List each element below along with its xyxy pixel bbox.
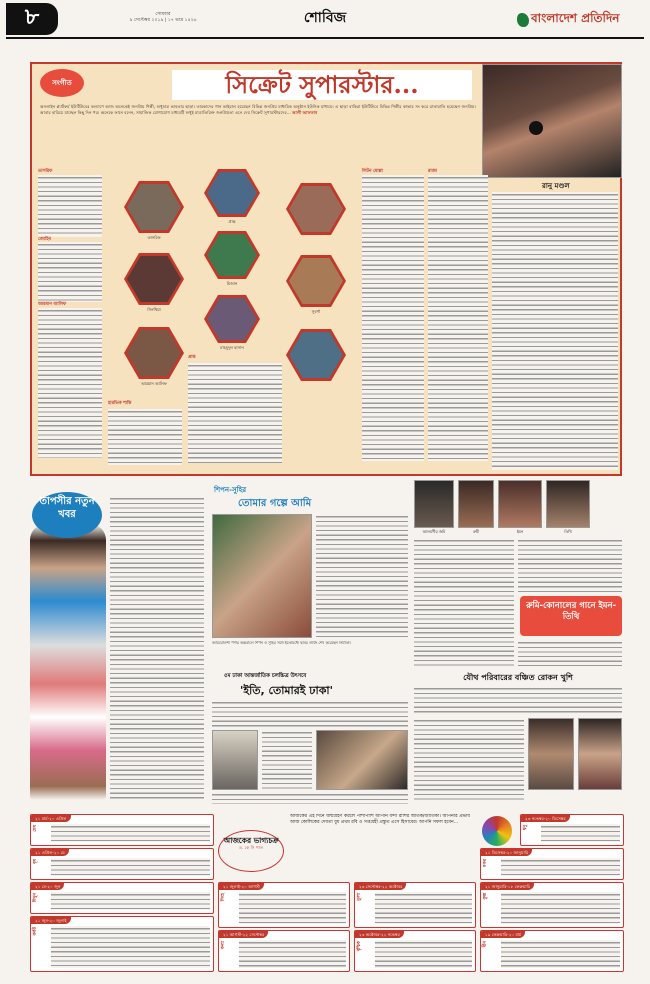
joint-photo-2 (578, 718, 622, 790)
lead-headline: সিক্রেট সুপারস্টার... (172, 70, 472, 100)
sidehead-d: প্রান্ত (188, 355, 196, 360)
singer-photo (127, 256, 181, 302)
rumi-photo-2 (458, 480, 494, 528)
lead-col-left (38, 169, 102, 474)
zodiac-card-kanya: ২১ আগস্ট-২২ সেপ্টেম্বর কন্যা (218, 930, 350, 972)
zodiac-card-meen: ১৯ ফেব্রুয়ারি-২০ মার্চ মীন (480, 930, 624, 972)
lead-photo-ranu (482, 64, 622, 178)
iti-poster (212, 730, 258, 790)
joint-photo-1 (528, 718, 574, 790)
hex-frame (286, 329, 346, 381)
singer-photo (127, 330, 181, 376)
joint-body-left (414, 718, 524, 802)
brand-name: বাংলাদেশ প্রতিদিন (531, 11, 620, 25)
hex-frame (204, 295, 260, 343)
zodiac-card-kumbha: ২১ জানুয়ারি-১৮ ফেব্রুয়ারি কুম্ভ (480, 882, 624, 928)
lead-story (30, 62, 622, 476)
name-arman: আরমান আলিফ (141, 381, 167, 386)
rumi-name-4: তিথি (564, 529, 572, 534)
brand-map-icon (517, 13, 529, 27)
rumi-photo-1 (414, 480, 454, 528)
brand-logo (515, 7, 645, 33)
iti-body-top (212, 700, 408, 728)
name-mizan: মিজান (226, 281, 238, 286)
header-date (108, 12, 218, 23)
horoscope-intro: আজকের এই দিনে জন্মগ্রহণ করলে পাশাপাশি আপনি বন্দা রাশির জাতক/জাতিকা। আপনার প্রভাব আজ কোলিকের দেবতা বুধ প্রথম রবি ও সপ্তগ্রহী প্রস্তুত এসে হিসাবের। আপনি সফল হবেন... (290, 814, 470, 825)
zodiac-card-mesh: ২১ মার্চ-২০ এপ্রিল মেষ (30, 814, 214, 846)
hex-frame (124, 253, 184, 305)
hex-body-text (188, 363, 282, 463)
hex-frame (286, 183, 346, 235)
section-title: শোবিজ (303, 10, 347, 26)
joint-story (412, 672, 624, 806)
lead-col-right (492, 192, 618, 470)
singer-photo (207, 234, 257, 276)
taapsee-photo (30, 524, 106, 800)
rumi-name-2: রুমী (472, 529, 480, 534)
name-tasrif: তাসরিফ (147, 235, 161, 240)
lead-col-raja (428, 169, 488, 469)
horoscope-author: ড. কে সি পাল (238, 845, 264, 851)
sidehead-c: আরমান আলিফ (38, 302, 67, 307)
hex-frame (286, 255, 346, 307)
singer-photo (289, 258, 343, 304)
rumi-body-left (414, 538, 514, 666)
lead-caption-ranu: রানু মণ্ডল (542, 182, 570, 190)
rumi-body-right (518, 538, 622, 594)
microphone-icon (529, 121, 543, 135)
name-pranto: প্রান্ত (228, 219, 236, 224)
name-sinha: সিনথিয়া (147, 307, 161, 312)
name-subarna: সুবর্ণা (311, 309, 321, 314)
iti-photo (316, 730, 408, 790)
shipon-story (210, 484, 408, 670)
iti-body-bottom (212, 792, 408, 804)
shipon-caption: ক্যামেরাবন্দী পর্দার অন্তরালে শিপন ও সুহির সঙ্গে ইতোমধ্যে ছবির শুটিং শেষ করেছেন নির্মাতা। (212, 641, 351, 645)
hex-body-text-2 (108, 409, 182, 465)
lead-tag: সংগীত (40, 69, 84, 97)
singer-photo (207, 298, 257, 340)
header-rule (6, 37, 644, 39)
horoscope (30, 814, 624, 974)
iti-kicker: ৫ম ঢাকা আন্তর্জাতিক চলচ্চিত্র উৎসবে (224, 673, 307, 679)
hex-cluster (104, 169, 364, 469)
hex-frame (204, 231, 260, 279)
singer-photo (127, 184, 181, 230)
zodiac-card-tula: ২৩ সেপ্টেম্বর-২২ অক্টোবর তুলা (354, 882, 476, 928)
shipon-body (316, 514, 408, 638)
zodiac-card-karkat: ২১ জুন-২০ জুলাই কর্কট (30, 916, 214, 972)
joint-body-top (414, 686, 622, 716)
zodiac-card-singha: ২১ জুলাই-২০ আগস্ট সিংহ (218, 882, 350, 928)
page-number: ৮ (6, 3, 58, 35)
shipon-headline: তোমার গল্পে আমি (238, 498, 312, 509)
iti-headline: 'ইতি, তোমারই ঢাকা' (240, 684, 333, 697)
rumi-body-right-2 (518, 640, 622, 666)
zodiac-card-makar: ২১ ডিসেম্বর-২০ জানুয়ারি মকর (480, 848, 624, 880)
singer-photo (289, 186, 343, 232)
rumi-photo-4 (546, 480, 590, 528)
taapsee-story (30, 484, 204, 806)
header-day: সোমবার (155, 12, 171, 17)
lead-col-mid (362, 169, 424, 469)
sidehead-a: তাসরিফ (38, 169, 53, 174)
horoscope-title-text: আজকের ভাগ্যচক্র (223, 836, 279, 845)
shipon-kicker: শিপন-সুহির (214, 486, 247, 494)
lead-intro (40, 104, 476, 166)
horoscope-title (218, 830, 284, 872)
zodiac-card-mithun: ২১ মে-২০ জুন মিথুন (30, 882, 214, 914)
singer-photo (289, 332, 343, 378)
joint-headline: যৌথ পরিবারের বঞ্চিত রোকন খুশি (463, 673, 573, 682)
taapsee-headline: তাপসীর নতুন খবর (32, 492, 102, 538)
singer-photo (207, 172, 257, 214)
rumi-name-1: আলমগীর জমি (422, 529, 446, 534)
rumi-name-3: ইমন (516, 529, 524, 534)
sidehead-e: হারভিক শান্তি (108, 401, 132, 406)
zodiac-wheel-icon (482, 816, 512, 846)
lead-byline: আলী আফতাব (292, 110, 318, 116)
rumi-story (412, 478, 624, 670)
sidehead-f: লিটন মোল্লা (362, 169, 383, 174)
hex-frame (124, 327, 184, 379)
iti-body-mid (262, 730, 312, 790)
iti-story (210, 672, 408, 806)
zodiac-card-brischik: ২৩ অক্টোবর-২২ নভেম্বর বৃশ্চিক (354, 930, 476, 972)
name-mahmud: মাহমুদুল হাসান (220, 345, 244, 350)
lead-intro-text: অনলাইন প্ল্যাটফর্ম ইউটিউবের কল্যাণে আজ অনেকেই জনপ্রিয় শিল্পী, শুধুমাত্র ভাবতার ছাড়া। তারকাদের গান ভাইরাল হয়েছেন বিভিন্ন জনপ্রিয় মাধ্যমিক অনুষ্ঠান ইউনিক মাধ্যমে। এ ছাড়া বাকিরা ইউটিউবে বিভিন্ন শিল্পীর কাভার সং করে রাতারাতি হয়েছেন জনপ্রিয়। আবার হারিয়ে যাচ্ছেন কিছু দিন পর। অনেকে ফানে বনেন, সামাজিক যোগাযোগ মাধ্যমটি শুধুই মাত্রাতিরিক্ত জনপ্রিয়তা এনে দেয় সিক্রেট সুপারস্টারদের... (40, 104, 476, 116)
header-dateline: ৯ সেপ্টেম্বর ২০১৯ | ১৭ ভাদ্র ১৪২৬ (129, 17, 197, 23)
hex-frame (124, 181, 184, 233)
page-header (0, 0, 650, 40)
zodiac-card-dhanu: ২৩ নভেম্বর-২০ ডিসেম্বর ধনু (520, 814, 624, 846)
zodiac-card-brisha: ২১ এপ্রিল-২০ মে বৃষ (30, 848, 214, 880)
rumi-headline: রুমি-কোনালের গানে ইমন-তিথি (520, 596, 622, 636)
shipon-photo (212, 514, 312, 638)
sidehead-g: রাজা (428, 169, 437, 174)
sidehead-b: জোহিব (38, 236, 51, 242)
hex-frame (204, 169, 260, 217)
taapsee-body (110, 496, 204, 800)
rumi-photo-3 (498, 480, 542, 528)
